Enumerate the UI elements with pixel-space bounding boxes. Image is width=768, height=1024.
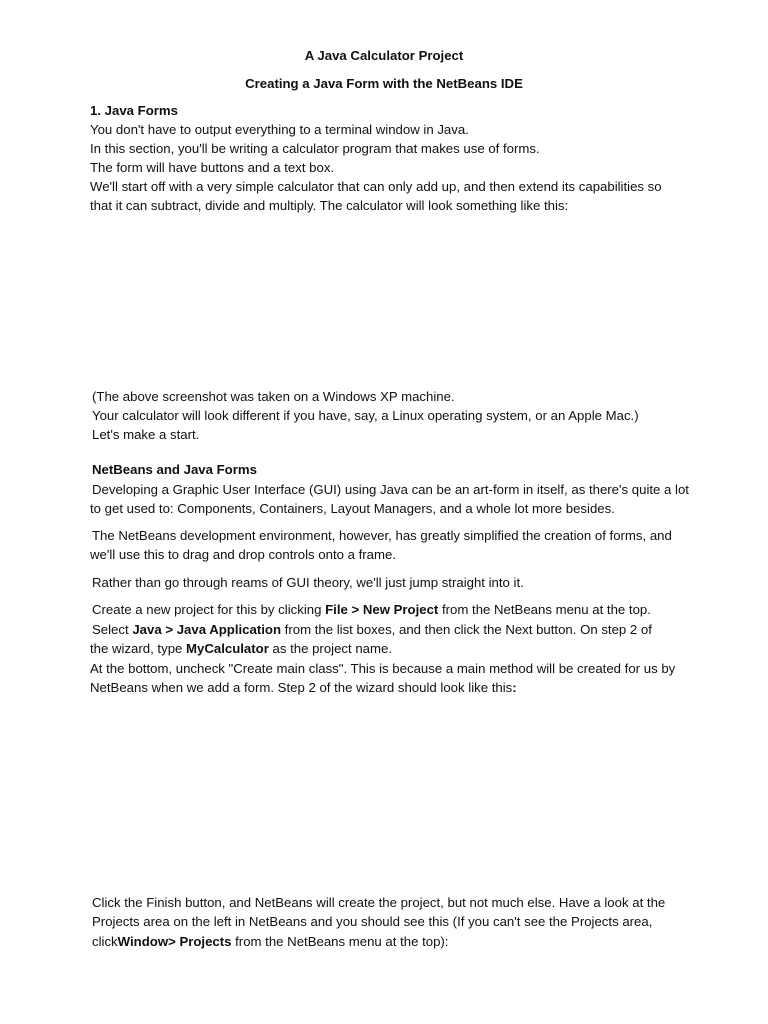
paragraph-line: You don't have to output everything to a terminal window in Java.: [90, 122, 469, 137]
paragraph-line: At the bottom, uncheck "Create main class". This is because a main method will be created for us by: [90, 661, 676, 676]
paragraph-line: We'll start off with a very simple calculator that can only add up, and then extend its capabilities so: [90, 179, 662, 194]
paragraph-line: (The above screenshot was taken on a Windows XP machine.: [92, 389, 455, 404]
paragraph-line: [92, 620, 652, 639]
paragraph-line: [90, 639, 392, 658]
paragraph-line: Your calculator will look different if you have, say, a Linux operating system, or an Apple Mac.): [92, 408, 639, 423]
paragraph-line: Projects area on the left in NetBeans and you should see this (If you can't see the Projects area,: [92, 914, 653, 929]
paragraph-line: The NetBeans development environment, however, has greatly simplified the creation of forms, and: [92, 528, 672, 543]
text-run: NetBeans when we add a form. Step 2 of the wizard should look like this: [90, 680, 513, 695]
paragraph-line: [92, 600, 651, 619]
paragraph-line: Click the Finish button, and NetBeans will create the project, but not much else. Have a look at the: [92, 895, 666, 910]
paragraph-line: Rather than go through reams of GUI theory, we'll just jump straight into it.: [92, 575, 524, 590]
project-name-term: MyCalculator: [186, 641, 269, 656]
text-run: Create a new project for this by clicking: [92, 602, 326, 617]
text-run: click: [92, 934, 118, 949]
paragraph-line: Developing a Graphic User Interface (GUI) using Java can be an art-form in itself, as there's quite a lot: [92, 482, 689, 497]
text-run: from the list boxes, and then click the Next button. On step 2 of: [281, 622, 652, 637]
paragraph-line: The form will have buttons and a text box.: [90, 160, 335, 175]
text-run: Select: [92, 622, 133, 637]
paragraph-line: In this section, you'll be writing a calculator program that makes use of forms.: [90, 141, 540, 156]
menu-path-java-application: Java > Java Application: [132, 622, 282, 637]
paragraph-line: [90, 678, 517, 697]
section-heading-netbeans: NetBeans and Java Forms: [92, 462, 257, 477]
paragraph-line: [92, 932, 448, 951]
text-run-bold: :: [512, 680, 517, 695]
section-heading-java-forms: 1. Java Forms: [90, 103, 178, 118]
menu-path-file-new-project: File > New Project: [325, 602, 439, 617]
text-run: as the project name.: [268, 641, 392, 656]
text-run: the wizard, type: [90, 641, 187, 656]
document-subtitle: Creating a Java Form with the NetBeans IDE: [245, 76, 523, 91]
calculator-screenshot-placeholder: [90, 220, 710, 380]
paragraph-line: that it can subtract, divide and multiply. The calculator will look something like this:: [90, 198, 569, 213]
text-run: from the NetBeans menu at the top):: [231, 934, 449, 949]
text-run: from the NetBeans menu at the top.: [438, 602, 651, 617]
paragraph-line: to get used to: Components, Containers, Layout Managers, and a whole lot more besides.: [90, 501, 615, 516]
document-title: A Java Calculator Project: [304, 48, 464, 63]
paragraph-line: we'll use this to drag and drop controls onto a frame.: [90, 547, 396, 562]
wizard-screenshot-placeholder: [90, 705, 710, 885]
menu-path-window-projects: Window> Projects: [117, 934, 232, 949]
paragraph-line: Let's make a start.: [92, 427, 200, 442]
